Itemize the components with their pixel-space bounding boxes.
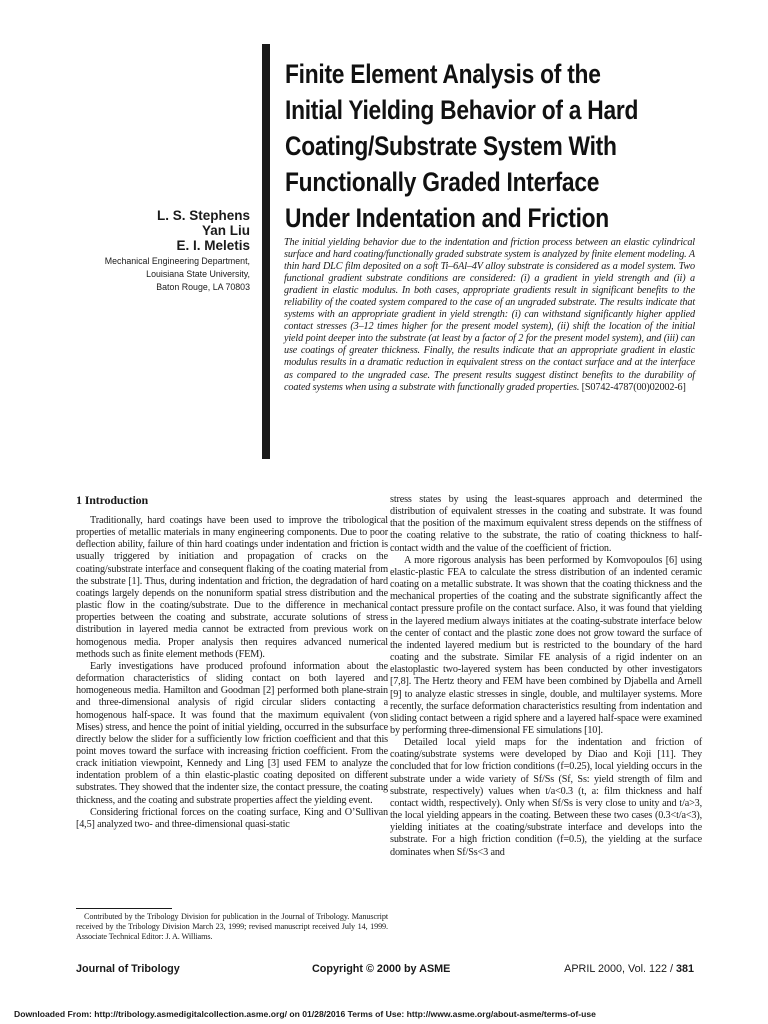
right-column: [390, 494, 702, 859]
author-name: Yan Liu: [201, 223, 250, 238]
issue-info: [564, 963, 694, 975]
paper-title: [285, 56, 663, 236]
paragraph: stress states by using the least-squares approach and determined the distribution of equivalent stresses in the coating and substrate. It was found that the position of the maximum equivalent stress depends on the stiffness of the coating relative to the substrate, the ratio of coating thickness to half-contact width and the value of the coefficient of friction.: [390, 494, 702, 554]
copyright: Copyright © 2000 by ASME: [312, 963, 451, 975]
paragraph: Detailed local yield maps for the indentation and friction of coating/substrate systems were developed by Diao and Koji [11]. They concluded that for low friction conditions (f=0.25), local yielding occurs in the substrate under a wide variety of Sf/Ss (Sf, Ss: yield strength of film and substrate, respectively) values when t/a<0.3 (t, a: film thickness and half contact width, respectively). Only when Sf/Ss is very close to unity and t/a>3, the local yielding appears in the coating. Between these two cases (0.3<t/a<3), yielding initiates at the coating/substrate interface and develops into the substrate. For a high friction condition (f=0.5), the yielding at the surface dominates when Sf/Ss<3 and: [390, 737, 702, 858]
affiliation: [48, 255, 250, 294]
download-notice[interactable]: Downloaded From: http://tribology.asmedigitalcollection.asme.org/ on 01/28/2016 Terms of Use: http://www.asme.org/about-asme/terms-of-use: [14, 1009, 596, 1019]
abstract-text: The initial yielding behavior due to the indentation and friction process between an elastic cylindrical surface and hard coating/functionally graded substrate system is analyzed by finite element modeling. A thin hard DLC film deposited on a soft Ti–6Al–4V alloy substrate is considered as a model system. Two functional gradient substrate conditions are considered: (i) a gradient in yield strength and (ii) a gradient in elastic modulus. In both cases, appropriate gradients result in significant benefits to the reliability of the coated system compared to the case of an ungraded substrate. The results indicate that systems with an appropriate gradient in yield strength: (i) can withstand significantly higher applied contact stresses (3–12 times higher for the present model system), (ii) shift the location of the initial yield point deeper into the substrate (at least by a factor of 2 for the present model system), and (iii) can use coatings of greater thickness. Finally, the results indicate that an appropriate gradient in elastic modulus results in a dramatic reduction in equivalent stress on the contact surface and at the interface as compared to the ungraded case. The present results suggest distinct benefits to the durability of coated systems when using a substrate with functionally graded properties.: [284, 237, 695, 393]
title-rule: [262, 44, 270, 459]
affiliation-line: Louisiana State University,: [146, 269, 250, 280]
affiliation-line: Mechanical Engineering Department,: [104, 256, 250, 267]
paragraph: Traditionally, hard coatings have been used to improve the tribological properties of metallic materials in many engineering components. Due to poor deflection ability, failure of thin hard coatings under indentation and friction is usually triggered by initiation and propagation of cracks on the coating/substrate interface and consequent flaking of the coating material from the substrate [1]. Thus, during indentation and friction, the degradation of hard coatings largely depends on the nonuniform spatial stress distribution and the plastic flow in the coating/substrate. Due to the difference in mechanical properties between the coating and substrate, accurate solutions of stress distribution in layered media cannot be extracted from previous work on homogenous media. Proper analysis then requires advanced numerical methods such as finite element methods (FEM).: [76, 515, 388, 660]
title-line: Functionally Graded Interface: [285, 167, 600, 197]
title-line: Initial Yielding Behavior of a Hard: [285, 95, 639, 125]
page-footer: [76, 963, 694, 979]
footnote: [76, 912, 388, 942]
title-line: Coating/Substrate System With: [285, 131, 617, 161]
paragraph: A more rigorous analysis has been performed by Komvopoulos [6] using elastic-plastic FEA to calculate the stress distribution of an indented ceramic coating on a metallic substrate. It was shown that the coating thickness and the mechanical properties of the coating and the substrate significantly affect the contact pressure profile on the contact surface. Also, it was found that yielding in the layered medium always initiates at the coating-substrate interface below the center of contact and the plastic zone does not grow toward the surface of the indented layered medium but is restricted to the boundary of the hard coating and the substrate. Similar FE analysis of a rigid indenter on an elastoplastic two-layered system has been conducted by other investigators [7,8]. The Hertz theory and FEM have been combined by Djabella and Arnell [9] to analyze elastic stresses in single, double, and multilayer systems. More recently, the surface deformation characteristics resulting from indentation and sliding contact between a rigid sphere and a layered half-space were examined by performing three-dimensional FE simulations [10].: [390, 554, 702, 736]
journal-name: Journal of Tribology: [76, 963, 180, 975]
footnote-text: Contributed by the Tribology Division for publication in the Journal of Tribology. Manuscript received by the Tribology Division March 23, 1999; revised manuscript received July 14, 1999. Associate Technical Editor: J. A. Williams.: [76, 912, 388, 941]
title-line: Under Indentation and Friction: [285, 203, 609, 233]
abstract: [284, 237, 695, 394]
author-name: L. S. Stephens: [156, 208, 250, 223]
paragraph: Considering frictional forces on the coating surface, King and O’Sullivan [4,5] analyzed two- and three-dimensional quasi-static: [76, 806, 388, 830]
page-number: 381: [675, 963, 694, 975]
issue-text: APRIL 2000, Vol. 122 /: [564, 963, 676, 975]
author-name: E. I. Meletis: [176, 238, 250, 253]
author-block: [30, 208, 250, 294]
paragraph: Early investigations have produced profound information about the deformation characteristics of sliding contact on both layered and homogeneous media. Hamilton and Goodman [2] performed both plane-strain and three-dimensional analysis of rigid circular sliders contacting a homogenous half-space. It was found that the maximum equivalent (von Mises) stress, and hence the point of initial yielding, occurred in the subsurface directly below the slider for a sufficiently low friction coefficient and that this point moves toward the surface with increasing friction coefficient. From the crack initiation viewpoint, Kennedy and Ling [3] used FEM to analyze the indentation problem of a thin elastic-plastic coating deposited on different substrates. They showed that the indenter size, the contact pressure, the coating thickness, and the coating and substrate properties affect the yielding event.: [76, 660, 388, 806]
footnote-rule: [76, 908, 172, 909]
abstract-code: [S0742-4787(00)02002-6]: [581, 381, 686, 393]
section-heading: 1 Introduction: [76, 493, 149, 507]
affiliation-line: Baton Rouge, LA 70803: [156, 282, 250, 293]
left-column: [76, 493, 388, 831]
title-line: Finite Element Analysis of the: [285, 59, 601, 89]
